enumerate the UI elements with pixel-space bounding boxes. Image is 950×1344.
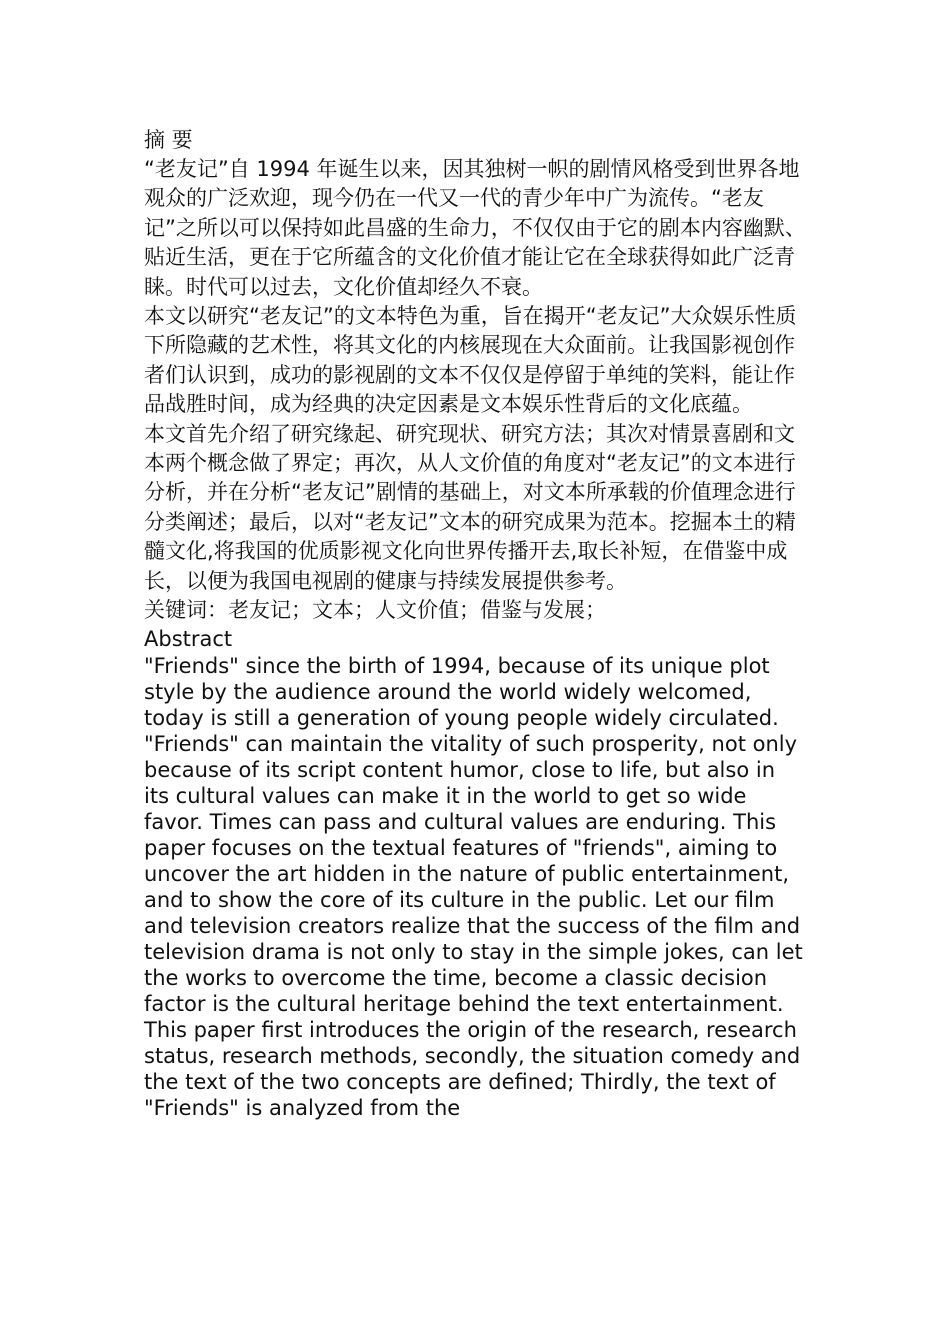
abstract-en-body: "Friends" since the birth of 1994, because of its unique plot style by the audience around the world widely welcomed, today is still a generation of young people widely circulated. "Friends" can maintain the vitality of such prosperity, not only because of its script content humor, close to life, but also in its cultural values can make it in the world to get so wide favor. Times can pass and cultural values are enduring. This paper focuses on the textual features of "friends", aiming to uncover the art hidden in the nature of public entertainment, and to show the core of its culture in the public. Let our film and television creators realize that the success of the film and television drama is not only to stay in the simple jokes, can let the works to overcome the time, become a classic decision factor is the cultural heritage behind the text entertainment. This paper first introduces the origin of the research, research status, research methods, secondly, the situation comedy and the text of the two concepts are defined; Thirdly, the text of "Friends" is analyzed from the — [144, 653, 803, 1120]
abstract-cn-heading: 摘 要 — [144, 128, 193, 152]
abstract-en-heading: Abstract — [144, 626, 233, 651]
abstract-cn-paragraph-1: “老友记”自 1994 年诞生以来，因其独树一帜的剧情风格受到世界各地观众的广泛欢迎，现今仍在一代又一代的青少年中广为流传。“老友记”之所以可以保持如此昌盛的生命力，不仅仅由于它的剧本内容幽默、贴近生活，更在于它所蕴含的文化价值才能让它在全球获得如此广泛青睐。时代可以过去，文化价值却经久不衰。 — [144, 157, 806, 299]
abstract-cn-paragraph-2: 本文以研究“老友记”的文本特色为重，旨在揭开“老友记”大众娱乐性质下所隐藏的艺术性，将其文化的内核展现在大众面前。让我国影视创作者们认识到，成功的影视剧的文本不仅仅是停留于单纯的笑料，能让作品战胜时间，成为经典的决定因素是文本娱乐性背后的文化底蕴。 — [144, 304, 797, 417]
document-page — [144, 126, 806, 1121]
abstract-cn-paragraph-3: 本文首先介绍了研究缘起、研究现状、研究方法；其次对情景喜剧和文本两个概念做了界定；再次，从人文价值的角度对“老友记”的文本进行分析，并在分析“老友记”剧情的基础上，对文本所承载的价值理念进行分类阐述；最后，以对“老友记”文本的研究成果为范本。挖掘本土的精髓文化,将我国的优质影视文化向世界传播开去,取长补短，在借鉴中成长，以便为我国电视剧的健康与持续发展提供参考。 — [144, 421, 796, 593]
abstract-cn-keywords: 关键词：老友记；文本；人文价值；借鉴与发展； — [144, 598, 606, 623]
